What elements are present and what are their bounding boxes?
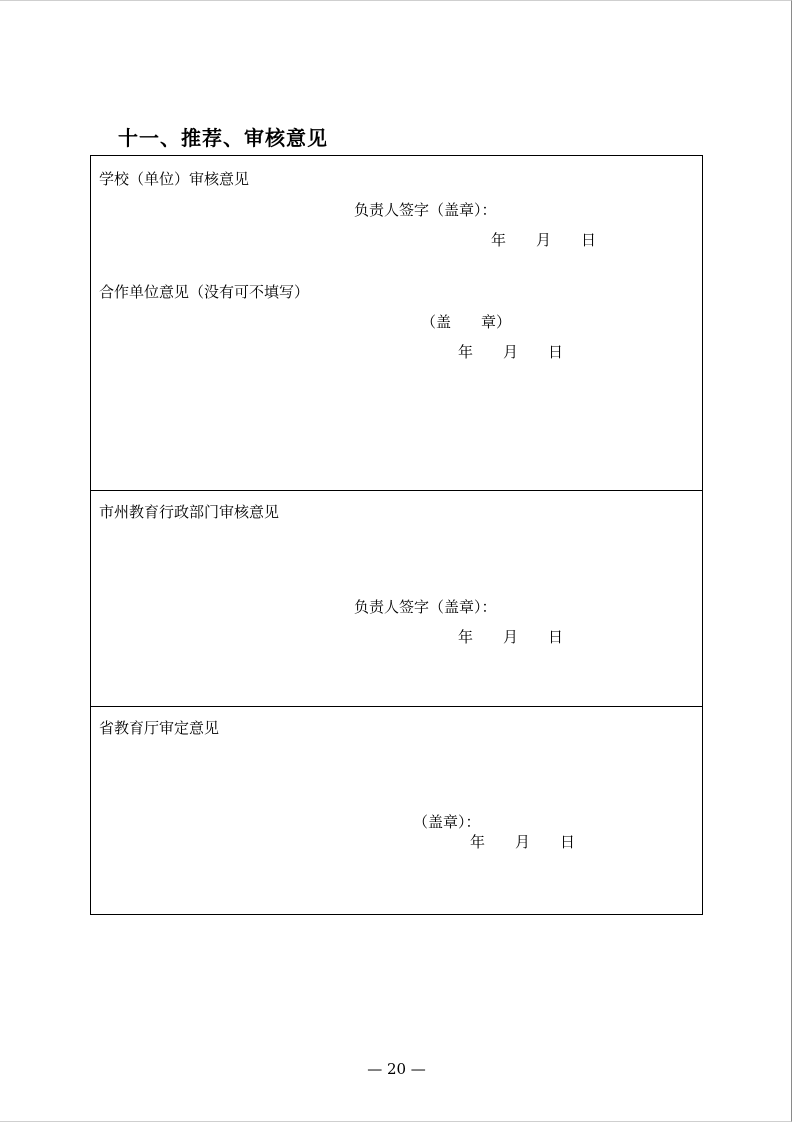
city-opinion-label: 市州教育行政部门审核意见: [99, 503, 280, 521]
section-title: 十一、推荐、审核意见: [118, 126, 328, 150]
school-partner-opinion-cell[interactable]: [91, 156, 702, 490]
province-date-label: 年 月 日: [470, 833, 576, 851]
province-opinion-label: 省教育厅审定意见: [99, 719, 220, 737]
school-opinion-label: 学校（单位）审核意见: [99, 170, 250, 188]
partner-stamp-label: （盖 章）: [421, 313, 512, 331]
review-opinion-table: [90, 155, 703, 915]
page-number: — 20 —: [367, 1060, 426, 1078]
city-date-label: 年 月 日: [458, 628, 564, 646]
province-opinion-cell[interactable]: [91, 706, 702, 914]
city-signature-label: 负责人签字（盖章）：: [354, 598, 497, 616]
city-opinion-cell[interactable]: [91, 490, 702, 706]
school-date-label: 年 月 日: [491, 231, 597, 249]
school-signature-label: 负责人签字（盖章）：: [354, 201, 497, 219]
partner-opinion-label: 合作单位意见（没有可不填写）: [99, 283, 310, 301]
province-stamp-label: （盖章）：: [413, 813, 481, 831]
partner-date-label: 年 月 日: [458, 343, 564, 361]
